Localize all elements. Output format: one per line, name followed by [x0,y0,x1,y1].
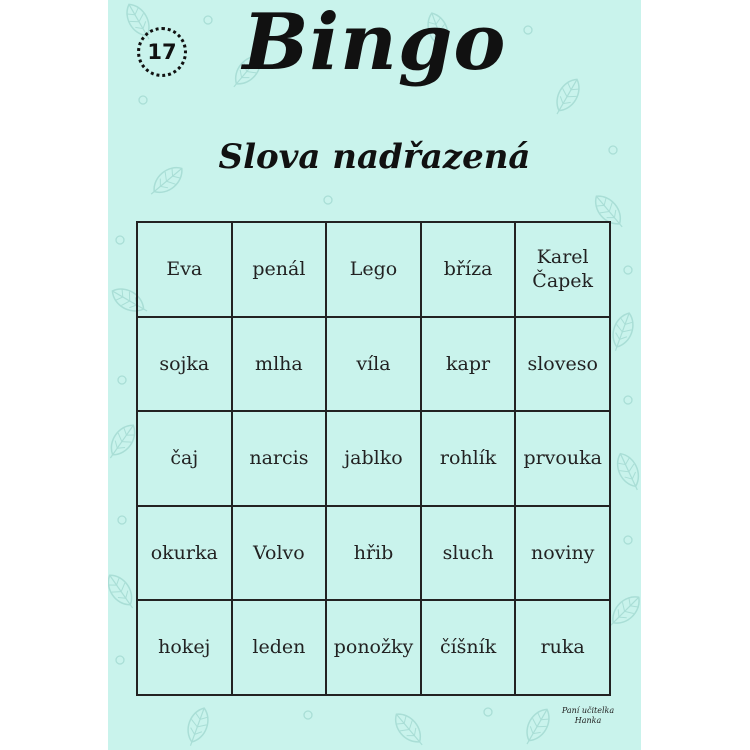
bingo-cell: hokej [137,600,232,695]
bingo-cell: sluch [421,506,516,601]
page-title: Bingo [242,0,507,88]
bingo-cell: leden [232,600,327,695]
bingo-cell: jablko [326,411,421,506]
page-subtitle: Slova nadřazená [218,137,531,177]
bingo-cell: bříza [421,222,516,317]
bingo-cell: kapr [421,317,516,412]
bingo-cell: narcis [232,411,327,506]
bingo-cell: prvouka [515,411,610,506]
bingo-cell: sojka [137,317,232,412]
bingo-cell: hřib [326,506,421,601]
bingo-cell: čaj [137,411,232,506]
bingo-cell: okurka [137,506,232,601]
bingo-cell: sloveso [515,317,610,412]
bingo-cell: Volvo [232,506,327,601]
bingo-cell: ruka [515,600,610,695]
bingo-cell: rohlík [421,411,516,506]
logo-line-2: Hanka [574,716,602,726]
bingo-cell: mlha [232,317,327,412]
logo-line-1: Paní učitelka [561,706,615,715]
bingo-cell: Eva [137,222,232,317]
bingo-grid [136,221,611,696]
bingo-cell: Lego [326,222,421,317]
bingo-cell: víla [326,317,421,412]
bingo-cell: číšník [421,600,516,695]
bingo-cell: penál [232,222,327,317]
bingo-cell: Karel Čapek [515,222,610,317]
author-logo [560,706,616,727]
bingo-cell: noviny [515,506,610,601]
card-number-badge: 17 [137,27,187,77]
bingo-cell: ponožky [326,600,421,695]
